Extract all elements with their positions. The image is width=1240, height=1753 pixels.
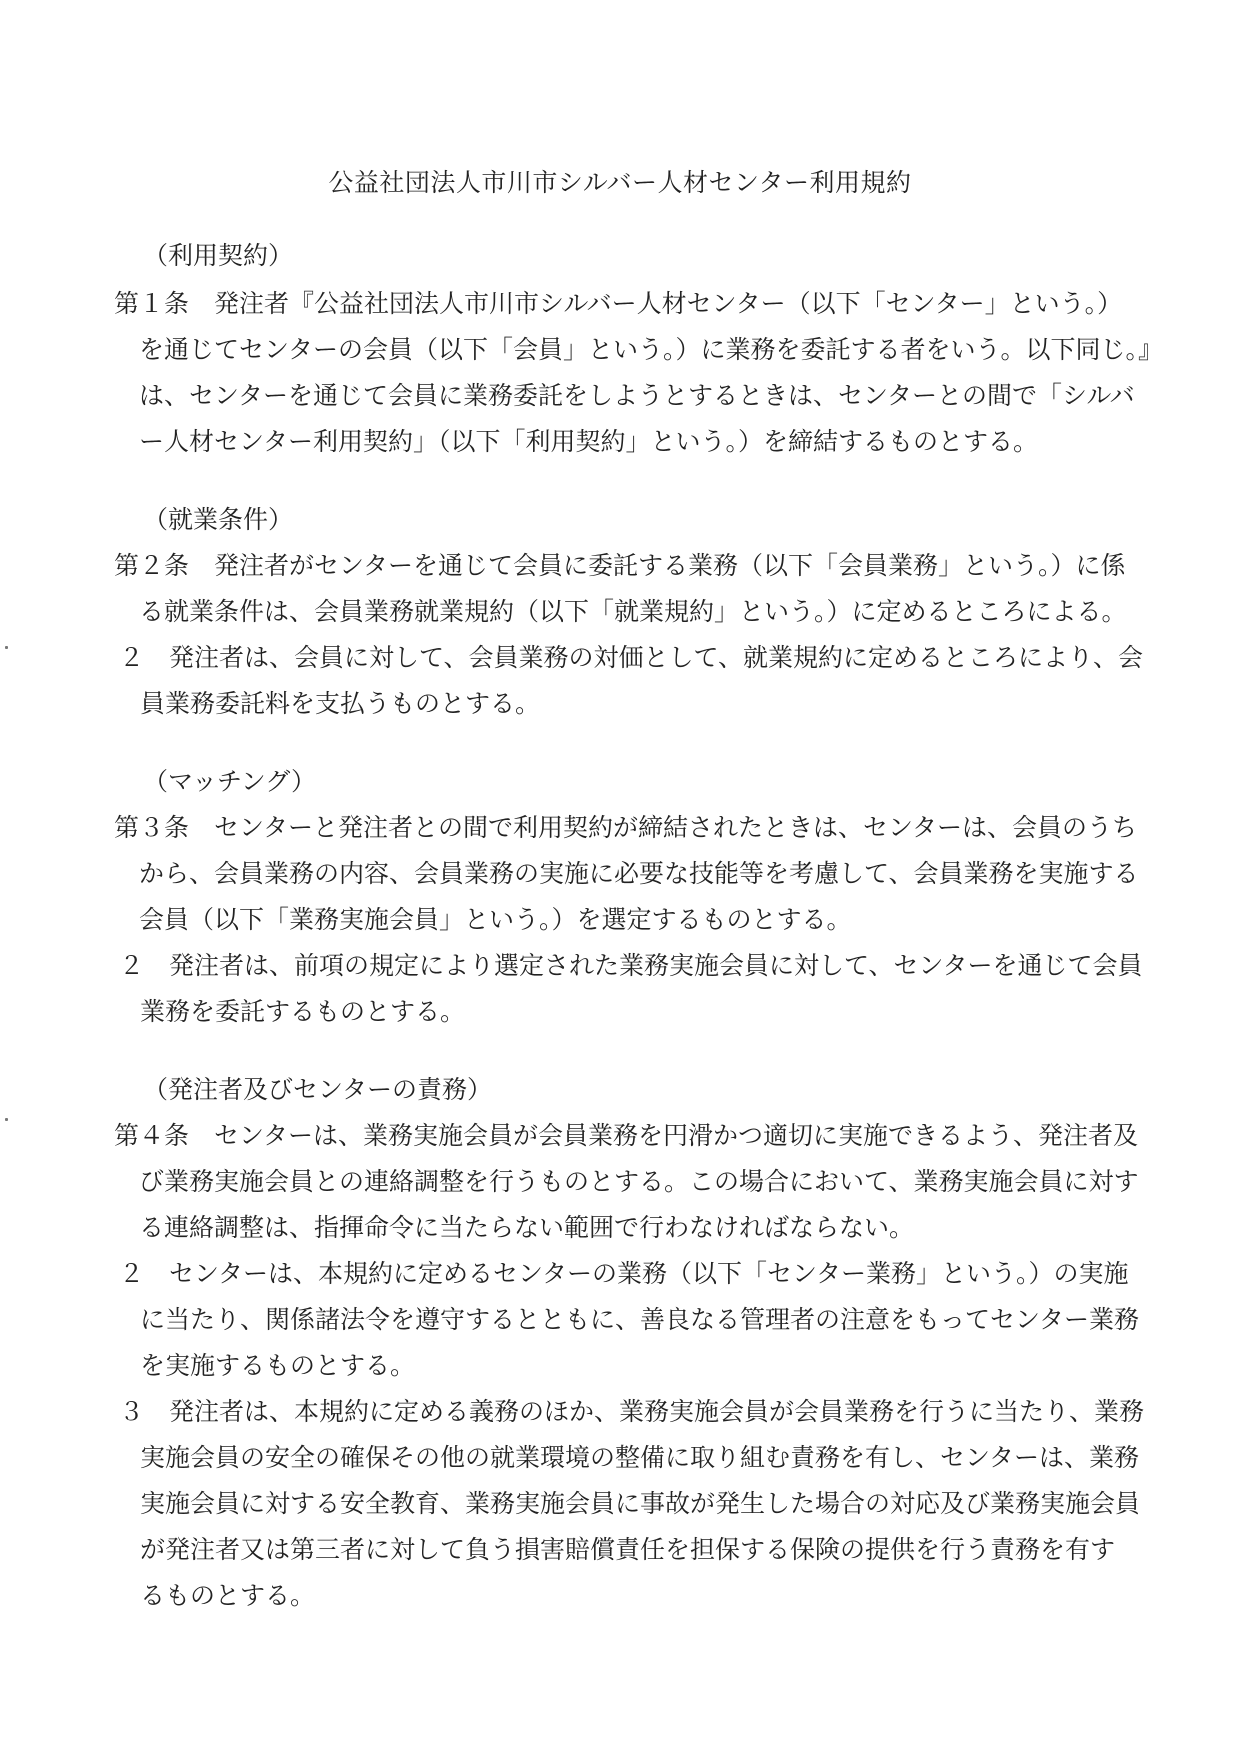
article-4-line-7: ３ 発注者は、本規約に定める義務のほか、業務実施会員が会員業務を行うに当たり、業務	[119, 1397, 1145, 1426]
article-1-line-1: 第１条 発注者『公益社団法人市川市シルバー人材センター（以下「センター」という。）	[114, 289, 1123, 318]
article-3-line-1: 第３条 センターと発注者との間で利用契約が締結されたときは、センターは、会員のうち	[114, 813, 1138, 842]
article-2-line-1: 第２条 発注者がセンターを通じて会員に委託する業務（以下「会員業務」という。）に係	[114, 551, 1126, 580]
article-3-line-3: 会員（以下「業務実施会員」という。）を選定するものとする。	[139, 905, 852, 934]
article-2-heading: （就業条件）	[143, 505, 294, 534]
article-4-line-4: ２ センターは、本規約に定めるセンターの業務（以下「センター業務」という。）の実施	[119, 1259, 1129, 1288]
article-1-heading: （利用契約）	[143, 241, 294, 270]
article-4-line-9: 実施会員に対する安全教育、業務実施会員に事故が発生した場合の対応及び業務実施会員	[140, 1489, 1141, 1518]
scan-speck	[5, 646, 8, 649]
article-3-line-4: ２ 発注者は、前項の規定により選定された業務実施会員に対して、センターを通じて会員	[119, 951, 1143, 980]
article-1-line-4: ー人材センター利用契約」（以下「利用契約」という。）を締結するものとする。	[139, 427, 1039, 456]
article-4-line-6: を実施するものとする。	[140, 1351, 416, 1380]
article-4-line-2: び業務実施会員との連絡調整を行うものとする。この場合において、業務実施会員に対す	[139, 1167, 1139, 1196]
article-3-line-2: から、会員業務の内容、会員業務の実施に必要な技能等を考慮して、会員業務を実施する	[139, 859, 1139, 888]
article-3-heading: （マッチング）	[143, 767, 317, 796]
article-4-line-10: が発注者又は第三者に対して負う損害賠償責任を担保する保険の提供を行う責務を有す	[140, 1535, 1116, 1564]
article-4-line-11: るものとする。	[140, 1581, 316, 1610]
article-4-line-8: 実施会員の安全の確保その他の就業環境の整備に取り組む責務を有し、センターは、業務	[140, 1443, 1140, 1472]
article-2-line-3: ２ 発注者は、会員に対して、会員業務の対価として、就業規約に定めるところにより、会	[119, 643, 1144, 672]
article-2-line-2: る就業条件は、会員業務就業規約（以下「就業規約」という。）に定めるところによる。	[139, 597, 1127, 626]
article-2-line-4: 員業務委託料を支払うものとする。	[140, 689, 541, 718]
article-4-line-3: る連絡調整は、指揮命令に当たらない範囲で行わなければならない。	[139, 1213, 915, 1242]
article-4-line-5: に当たり、関係諸法令を遵守するとともに、善良なる管理者の注意をもってセンター業務	[140, 1305, 1140, 1334]
article-1-line-3: は、センターを通じて会員に業務委託をしようとするときは、センターとの間で「シルバ	[139, 381, 1135, 410]
document-title: 公益社団法人市川市シルバー人材センター利用規約	[328, 168, 912, 197]
article-4-line-1: 第４条 センターは、業務実施会員が会員業務を円滑かつ適切に実施できるよう、発注者及	[114, 1121, 1139, 1150]
article-1-line-2: を通じてセンターの会員（以下「会員」という。）に業務を委託する者をいう。以下同じ。』	[139, 335, 1164, 364]
article-3-line-5: 業務を委託するものとする。	[140, 997, 466, 1026]
article-4-heading: （発注者及びセンターの責務）	[143, 1075, 493, 1104]
scan-speck	[5, 1118, 8, 1121]
